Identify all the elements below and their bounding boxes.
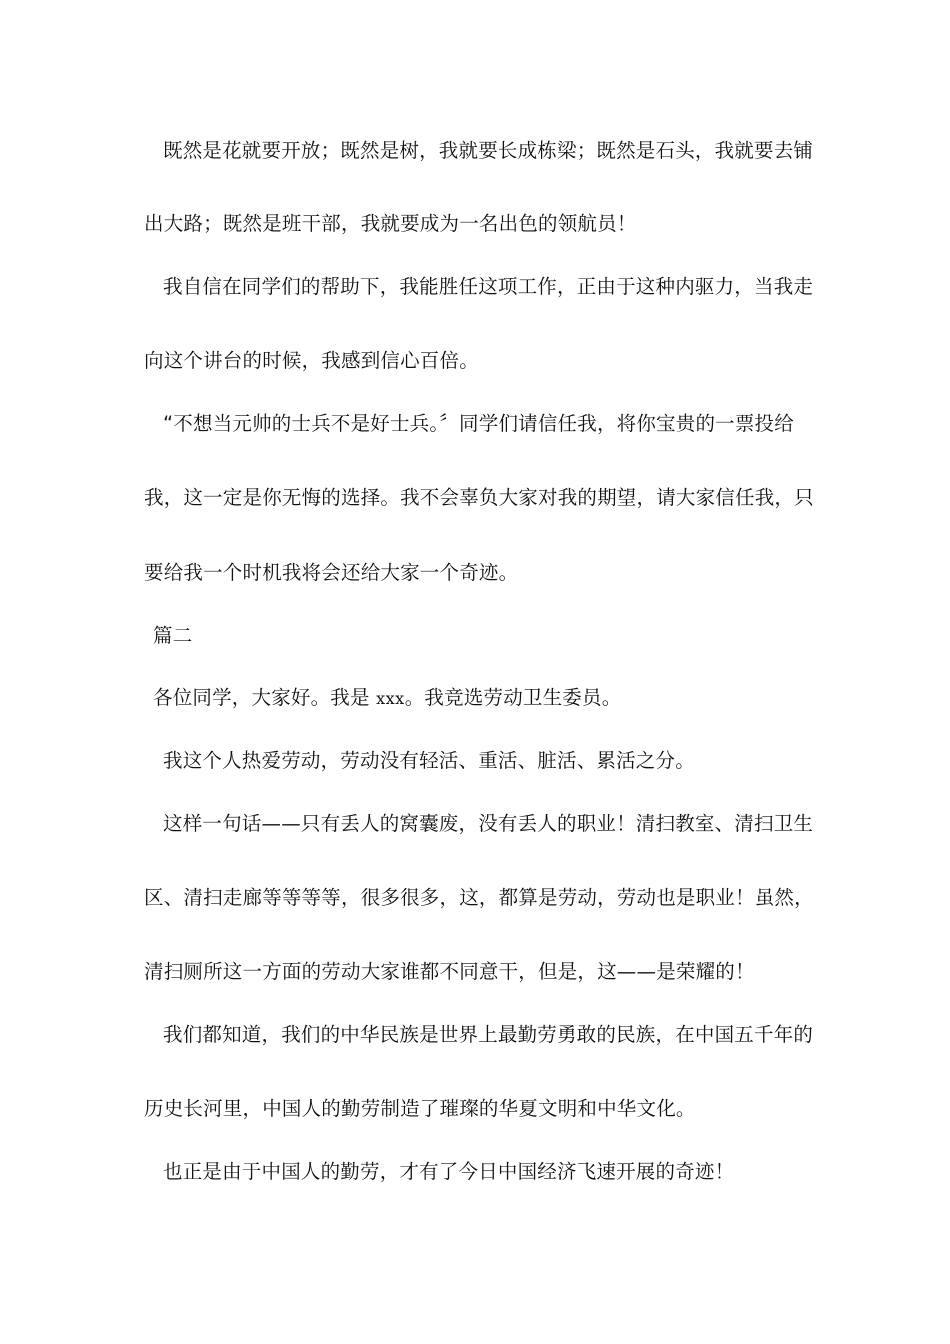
candidate-name: xxx — [376, 689, 405, 708]
paragraph-1-line-1: 既然是花就要开放；既然是树，我就要长成栋梁；既然是石头，我就要去铺 — [163, 139, 814, 162]
paragraph-3-line-1: “不想当元帅的士兵不是好士兵。〞同学们请信任我，将你宝贵的一票投给 — [163, 412, 794, 435]
greeting-line — [153, 686, 621, 711]
paragraph-6-line-1: 这样一句话——只有丢人的窝囊废，没有丢人的职业！清扫教室、清扫卫生 — [163, 812, 814, 835]
paragraph-3-line-3: 要给我一个时机我将会还给大家一个奇迹。 — [144, 561, 519, 584]
greeting-text-after: 。我竞选劳动卫生委员。 — [404, 686, 622, 709]
paragraph-1-line-2: 出大路；既然是班干部，我就要成为一名出色的领航员！ — [144, 212, 637, 235]
paragraph-6-line-3: 清扫厕所这一方面的劳动大家谁都不同意干，但是，这——是荣耀的！ — [144, 960, 755, 983]
paragraph-5-line-1: 我这个人热爱劳动，劳动没有轻活、重活、脏活、累活之分。 — [163, 749, 695, 772]
paragraph-7-line-2: 历史长河里，中国人的勤劳制造了璀璨的华夏文明和中华文化。 — [144, 1097, 696, 1120]
paragraph-2-line-1: 我自信在同学们的帮助下，我能胜任这项工作，正由于这种内驱力，当我走 — [163, 275, 814, 298]
paragraph-7-line-1: 我们都知道，我们的中华民族是世界上最勤劳勇敢的民族，在中国五千年的 — [163, 1023, 814, 1046]
section-heading: 篇二 — [153, 624, 193, 647]
paragraph-2-line-2: 向这个讲台的时候，我感到信心百倍。 — [144, 349, 479, 372]
paragraph-3-line-2: 我，这一定是你无悔的选择。我不会辜负大家对我的期望，请大家信任我，只 — [144, 486, 814, 509]
paragraph-6-line-2: 区、清扫走廊等等等等，很多很多，这，都算是劳动，劳动也是职业！虽然， — [144, 886, 814, 909]
greeting-text-before: 各位同学，大家好。我是 — [153, 686, 377, 709]
paragraph-8-line-1: 也正是由于中国人的勤劳，才有了今日中国经济飞速开展的奇迹！ — [163, 1160, 735, 1183]
